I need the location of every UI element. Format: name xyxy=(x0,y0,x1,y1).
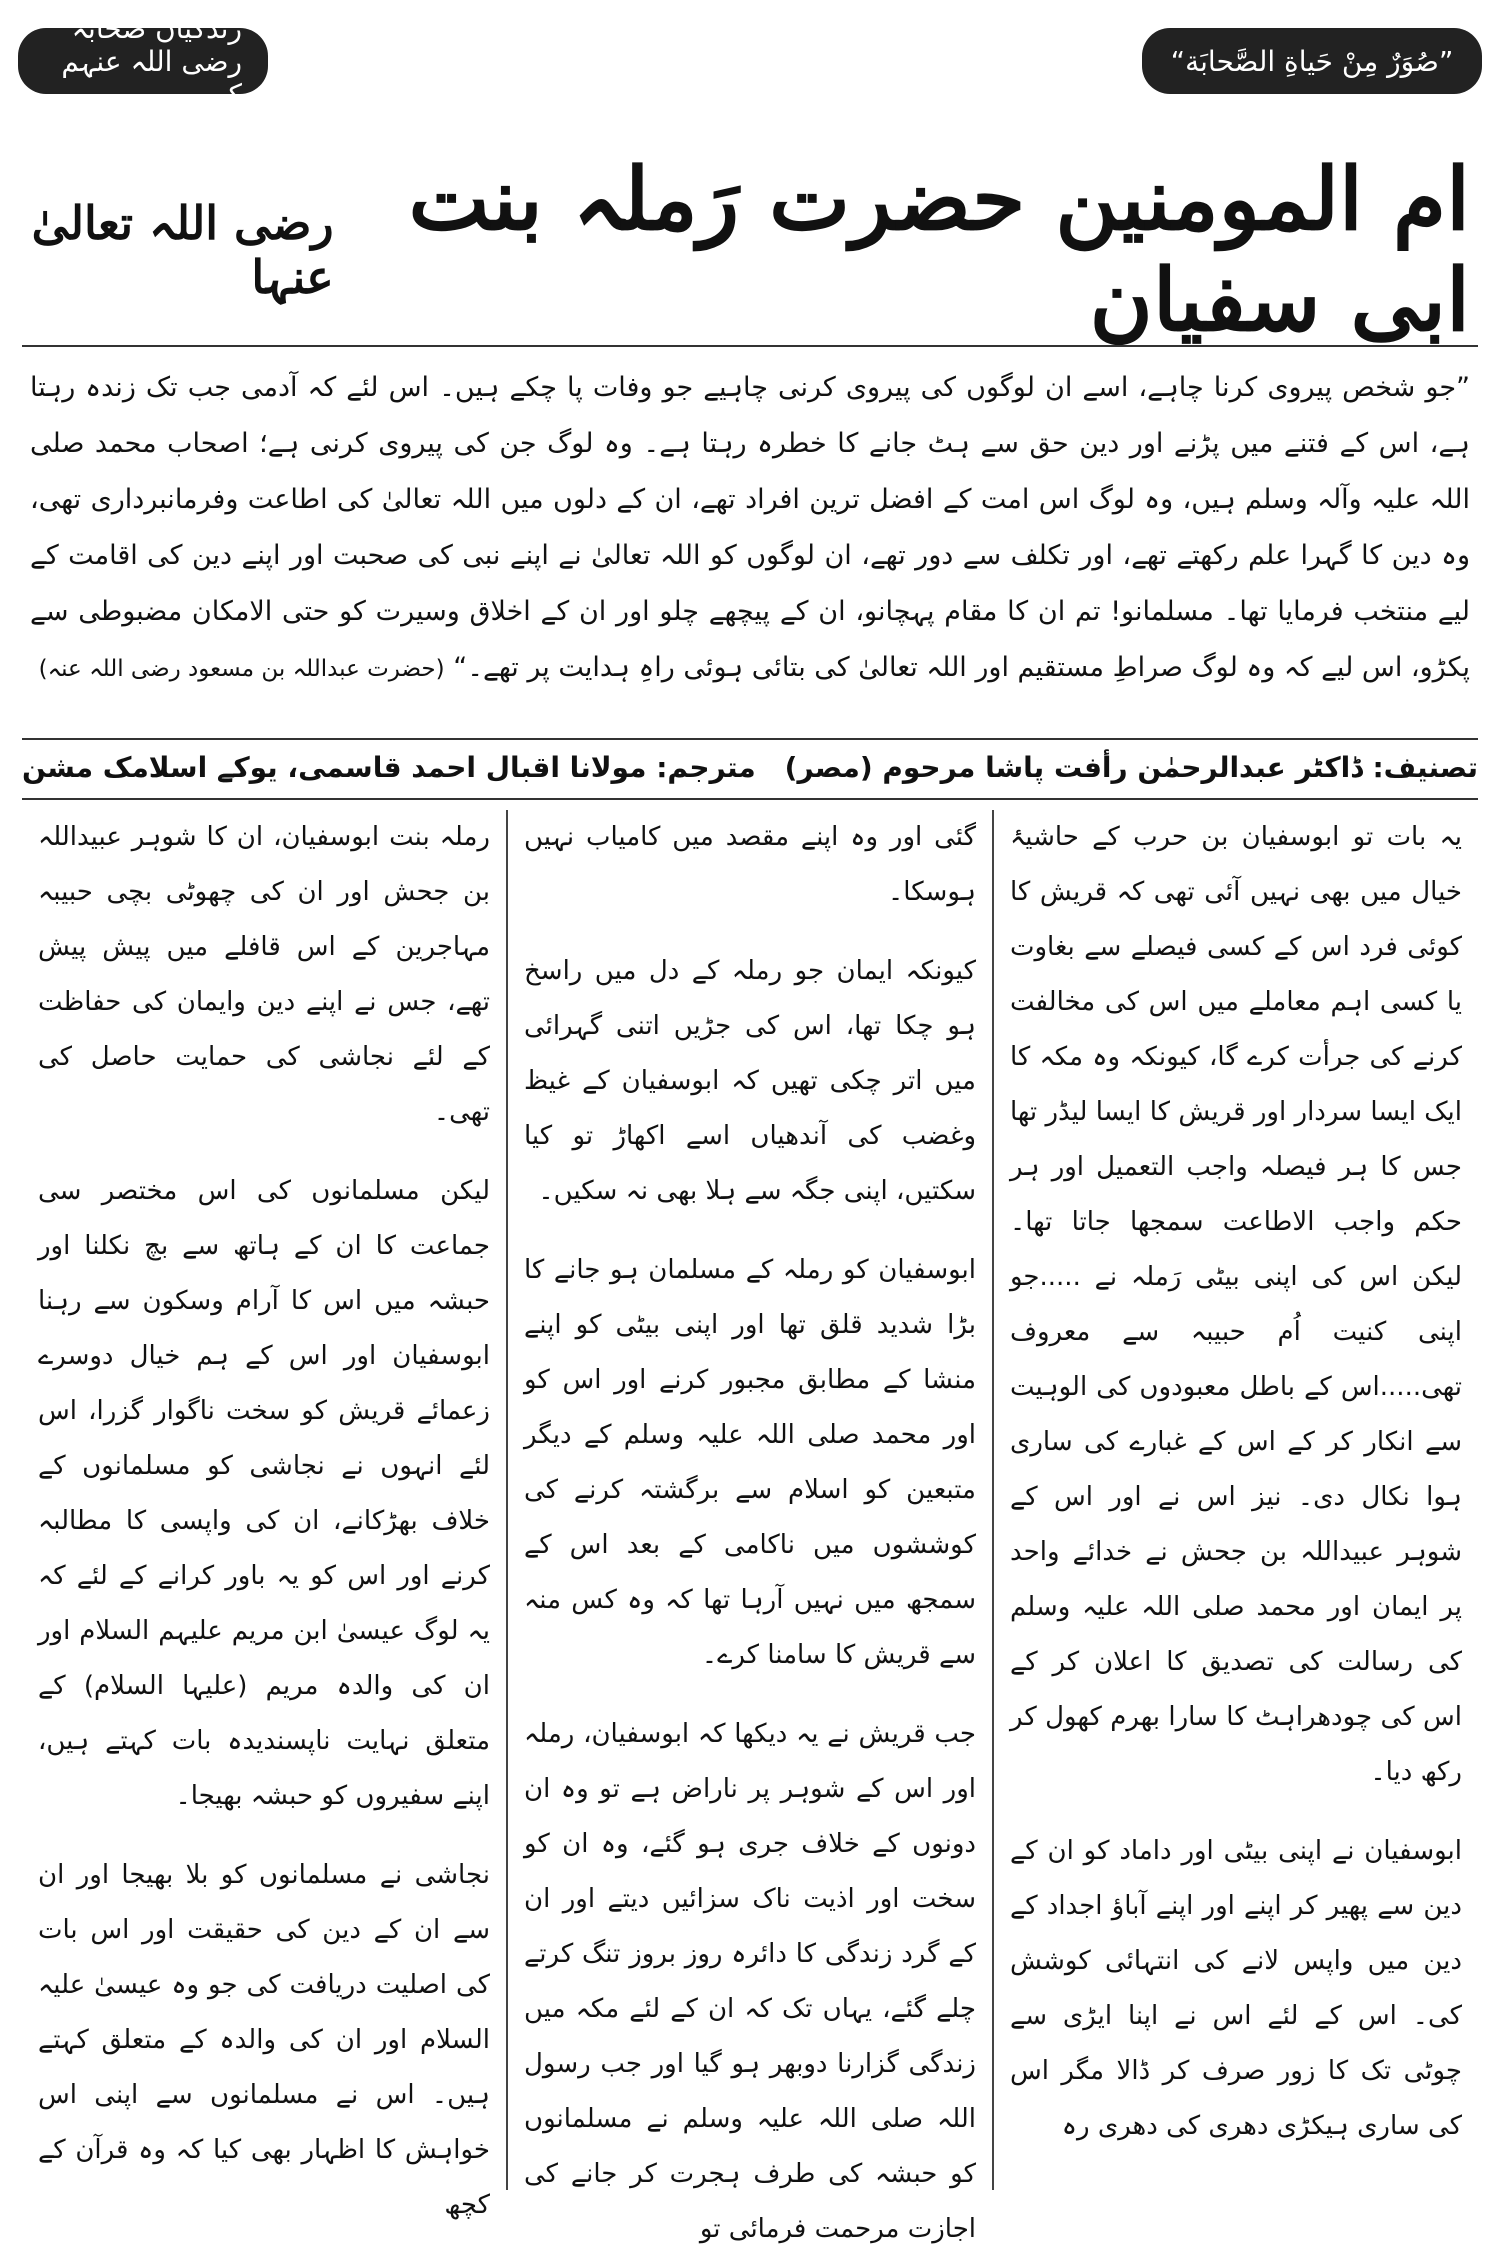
paragraph: لیکن مسلمانوں کی اس مختصر سی جماعت کا ان کے ہاتھ سے بچ نکلنا اور حبشہ میں اس کا آرام وسکون سے رہنا ابوسفیان اور اس کے ہم خیال دوسرے زعمائے قریش کو سخت ناگوار گزرا، اس لئے انہوں نے نجاشی کو مسلمانوں کے خلاف بھڑکانے، ان کی واپسی کا مطالبہ کرنے اور اس کو یہ باور کرانے کے لئے کہ یہ لوگ عیسیٰ ابن مریم علیہم السلام اور ان کی والدہ مریم (علیہا السلام) کے متعلق نہایت ناپسندیدہ بات کہتے ہیں، اپنے سفیروں کو حبشہ بھیجا۔ xyxy=(38,1176,490,1811)
article-title xyxy=(30,149,1470,351)
series-title-badge xyxy=(1142,28,1482,94)
paragraph: کیونکہ ایمان جو رملہ کے دل میں راسخ ہو چکا تھا، اس کی جڑیں اتنی گہرائی میں اتر چکی تھیں کہ ابوسفیان کے غیظ وغضب کی آندھیاں اسے اکھاڑ تو کیا سکتیں، اپنی جگہ سے ہلا بھی نہ سکیں۔ xyxy=(524,956,976,1206)
credits-bar xyxy=(22,740,1478,794)
paragraph: نجاشی نے مسلمانوں کو بلا بھیجا اور ان سے ان کے دین کی حقیقت اور اس بات کی اصلیت دریافت کی جو وہ عیسیٰ علیہ السلام اور ان کی والدہ کے متعلق کہتے ہیں۔ اس نے مسلمانوں سے اپنی اس خواہش کا اظہار بھی کیا کہ وہ قرآن کے کچھ xyxy=(38,1860,490,2220)
author-credit: تصنیف: ڈاکٹر عبدالرحمٰن رأفت پاشا مرحوم (مصر) xyxy=(784,750,1478,784)
column-2 xyxy=(508,810,994,2244)
article-title-honorific: رضی اللہ تعالیٰ عنہا xyxy=(31,196,334,304)
opening-quote xyxy=(30,360,1470,697)
column-1 xyxy=(994,810,1478,2190)
series-subtitle-badge xyxy=(18,11,268,111)
paragraph: رملہ بنت ابوسفیان، ان کا شوہر عبیداللہ بن جحش اور ان کی چھوٹی بچی حبیبہ مہاجرین کے اس قافلے میں پیش پیش تھے، جس نے اپنے دین وایمان کی حفاظت کے لئے نجاشی کی حمایت حاصل کی تھی۔ xyxy=(38,822,490,1127)
paragraph: جب قریش نے یہ دیکھا کہ ابوسفیان، رملہ اور اس کے شوہر پر ناراض ہے تو وہ ان دونوں کے خلاف جری ہو گئے، وہ ان کو سخت اور اذیت ناک سزائیں دیتے اور ان کے گرد زندگی کا دائرہ روز بروز تنگ کرتے چلے گئے، یہاں تک کہ ان کے لئے مکہ میں زندگی گزارنا دوبھر ہو گیا اور جب رسول اللہ صلی اللہ علیہ وسلم نے مسلمانوں کو حبشہ کی طرف ہجرت کر جانے کی اجازت مرحمت فرمائی تو xyxy=(524,1719,976,2244)
series-subtitle-text: زندگیاں صحابہ رضی اللہ عنہم کی xyxy=(61,11,242,111)
divider-credits xyxy=(22,798,1478,800)
paragraph: ابوسفیان کو رملہ کے مسلمان ہو جانے کا بڑا شدید قلق تھا اور اپنی بیٹی کو اپنے منشا کے مطابق مجبور کرنے اور اس کو اور محمد صلی اللہ علیہ وسلم کے دیگر متبعین کو اسلام سے برگشتہ کرنے کی کوششوں میں ناکامی کے بعد اس کے سمجھ میں نہیں آرہا تھا کہ وہ کس منہ سے قریش کا سامنا کرے۔ xyxy=(524,1255,976,1670)
paragraph: یہ بات تو ابوسفیان بن حرب کے حاشیۂ خیال میں بھی نہیں آئی تھی کہ قریش کا کوئی فرد اس کے کسی فیصلے سے بغاوت یا کسی اہم معاملے میں اس کی مخالفت کرنے کی جرأت کرے گا، کیونکہ وہ مکہ کا ایک ایسا سردار اور قریش کا ایسا لیڈر تھا جس کا ہر فیصلہ واجب التعمیل اور ہر حکم واجب الاطاعت سمجھا جاتا تھا۔ لیکن اس کی اپنی بیٹی رَملہ نے .....جو اپنی کنیت اُم حبیبہ سے معروف تھی.....اس کے باطل معبودوں کی الوہیت سے انکار کر کے اس کے غبارے کی ساری ہوا نکال دی۔ نیز اس نے اور اس کے شوہر عبیداللہ بن جحش نے خدائے واحد پر ایمان اور محمد صلی اللہ علیہ وسلم کی رسالت کی تصدیق کا اعلان کر کے اس کی چودھراہٹ کا سارا بھرم کھول کر رکھ دیا۔ xyxy=(1010,822,1462,1787)
article-title-main: ام المومنین حضرت رَملہ بنت ابی سفیان xyxy=(408,149,1470,351)
translator-credit: مترجم: مولانا اقبال احمد قاسمی، یوکے اسلامک مشن xyxy=(22,750,756,784)
divider-top xyxy=(22,345,1478,347)
series-title-text: ”صُوَرٌ مِنْ حَياةِ الصَّحابَة“ xyxy=(1170,44,1454,78)
paragraph: ابوسفیان نے اپنی بیٹی اور داماد کو ان کے دین سے پھیر کر اپنے اور اپنے آباؤ اجداد کے دین میں واپس لانے کی انتہائی کوشش کی۔ اس کے لئے اس نے اپنا ایڑی سے چوٹی تک کا زور صرف کر ڈالا مگر اس کی ساری ہیکڑی دھری کی دھری رہ xyxy=(1010,1836,1462,2141)
article-body xyxy=(22,810,1478,2244)
quote-citation: (حضرت عبداللہ بن مسعود رضی اللہ عنہ) xyxy=(38,656,445,682)
paragraph: گئی اور وہ اپنے مقصد میں کامیاب نہیں ہوسکا۔ xyxy=(524,822,976,907)
column-3 xyxy=(22,810,508,2220)
quote-text: ”جو شخص پیروی کرنا چاہے، اسے ان لوگوں کی پیروی کرنی چاہیے جو وفات پا چکے ہیں۔ اس لئے کہ آدمی جب تک زندہ رہتا ہے، اس کے فتنے میں پڑنے اور دین حق سے ہٹ جانے کا خطرہ رہتا ہے۔ وہ لوگ جن کی پیروی کرنی ہے؛ اصحاب محمد صلی اللہ علیہ وآلہ وسلم ہیں، وہ لوگ اس امت کے افضل ترین افراد تھے، ان کے دلوں میں اللہ تعالیٰ کی اطاعت وفرمانبرداری تھی، وہ دین کا گہرا علم رکھتے تھے، اور تکلف سے دور تھے، ان لوگوں کو اللہ تعالیٰ نے اپنے نبی کی صحبت اور اپنے دین کی اقامت کے لیے منتخب فرمایا تھا۔ مسلمانو! تم ان کا مقام پہچانو، ان کے پیچھے چلو اور ان کے اخلاق وسیرت کو حتی الامکان مضبوطی سے پکڑو، اس لیے کہ وہ لوگ صراطِ مستقیم اور اللہ تعالیٰ کی بتائی ہوئی راہِ ہدایت پر تھے۔“ xyxy=(30,372,1470,683)
